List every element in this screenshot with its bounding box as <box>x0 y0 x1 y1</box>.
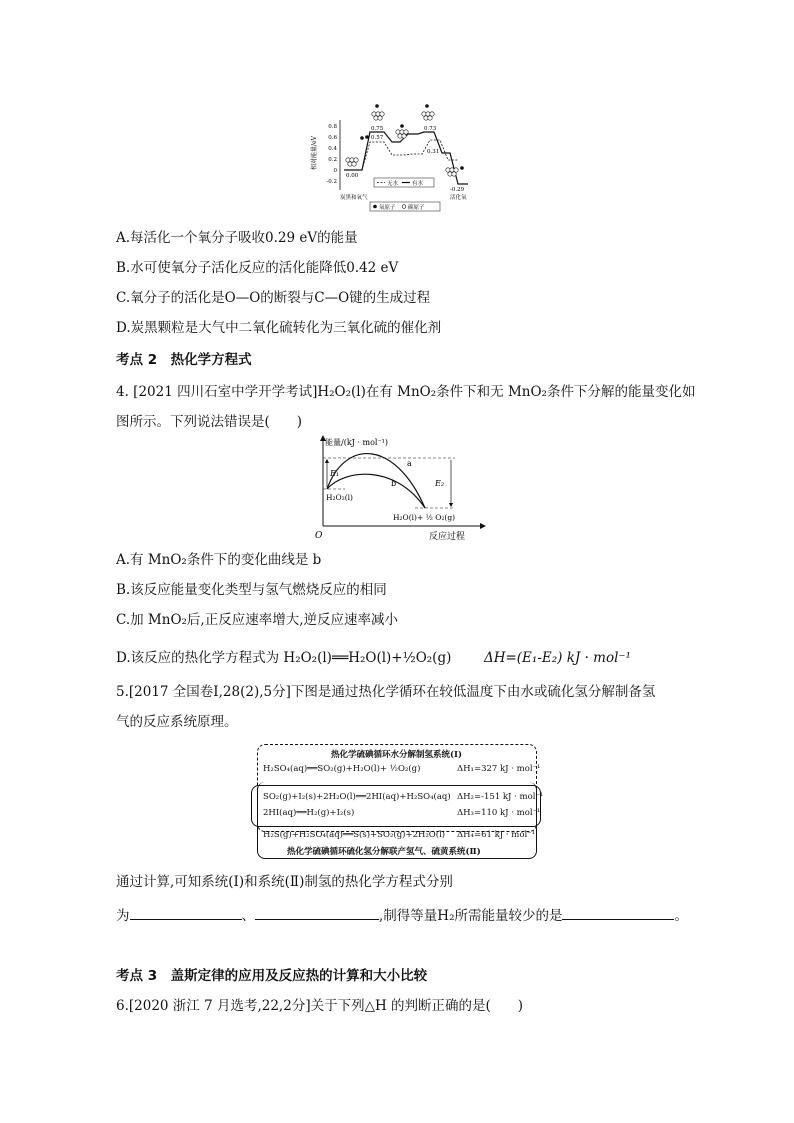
figure-sulfur-iodine-cycle <box>251 744 543 860</box>
q4-option-a: A.有 MnO₂条件下的变化曲线是 b <box>116 552 322 568</box>
q5-answer-line <box>116 905 688 925</box>
curve-a-label: a <box>407 459 412 468</box>
q3-option-c: C.氧分子的活化是O—O的断裂与C—O键的生成过程 <box>116 290 431 306</box>
answer-blank-less-energy[interactable] <box>562 905 674 920</box>
reaction-3: 2HI(aq)══H₂(g)+I₂(s) <box>263 808 355 818</box>
carbon-atom-icon <box>402 205 406 209</box>
q4-option-d-enthalpy: ΔH=(E₁-E₂) kJ · mol⁻¹ <box>483 650 631 666</box>
q4-stem-line2: 图所示。下列说法错误是( ) <box>116 414 303 430</box>
value-label: 0.57 <box>371 135 384 141</box>
e2-label: E₂ <box>435 479 445 488</box>
q3-option-d: D.炭黑颗粒是大气中二氧化硫转化为三氧化硫的催化剂 <box>116 320 442 336</box>
ytick: 0.8 <box>328 124 337 130</box>
enthalpy-1: ΔH₁=327 kJ · mol⁻¹ <box>457 764 541 774</box>
atom-legend-carbon: 碳原子 <box>408 205 425 211</box>
value-label: -0.29 <box>450 187 465 193</box>
q6-stem: 6.[2020 浙江 7 月选考,22,2分]关于下列△H 的判断正确的是( ) <box>116 998 524 1014</box>
q3-option-a: A.每活化一个氧分子吸收0.29 eV的能量 <box>116 230 358 246</box>
system-1-title: 热化学硫碘循环水分解制氢系统(Ⅰ) <box>331 750 463 760</box>
reaction-1: H₂SO₄(aq)══SO₂(g)+H₂O(l)+ ½O₂(g) <box>263 764 421 774</box>
x-axis-label: 反应过程 <box>429 532 466 542</box>
value-label: 0.75 <box>371 126 384 132</box>
x-label-right: 活化氧 <box>450 195 467 201</box>
y-axis-label: 能量/(kJ · mol⁻¹) <box>325 438 389 447</box>
q4-option-d-equation: D.该反应的热化学方程式为 H₂O₂(l)══H₂O(l)+½O₂(g) <box>116 650 452 666</box>
q4-option-b: B.该反应能量变化类型与氢气燃烧反应的相同 <box>116 582 387 598</box>
atom-legend-oxygen: 氧原子 <box>379 205 396 211</box>
path-water <box>362 140 458 170</box>
section-heading-2: 考点 2 热化学方程式 <box>116 352 252 368</box>
q5-text-compare: ,制得等量H₂所需能量较少的是 <box>379 908 563 924</box>
ytick: 0.6 <box>328 135 337 141</box>
e1-label: E₁ <box>330 469 340 478</box>
x-label-left: 炭黑和氧气 <box>340 195 368 201</box>
reaction-4: H₂S(g)+H₂SO₄(aq)══S(s)+SO₂(g)+2H₂O(l) <box>263 830 446 840</box>
figure-h2o2-energy <box>305 434 490 542</box>
legend-water: 有水 <box>412 181 424 187</box>
oxygen-atom-icon <box>373 205 377 209</box>
enthalpy-3: ΔH₃=110 kJ · mol⁻¹ <box>457 808 541 818</box>
answer-blank-system-2[interactable] <box>255 905 379 920</box>
ytick: 0.2 <box>328 157 337 163</box>
enthalpy-2: ΔH₂=-151 kJ · mol⁻¹ <box>457 792 544 802</box>
curve-b <box>327 474 425 508</box>
y-axis-label: 相对能量/eV <box>311 136 318 170</box>
ytick: 0 <box>333 168 337 174</box>
q5-text-wei: 为 <box>116 908 130 924</box>
value-label: 0.31 <box>427 149 440 155</box>
curve-b-label: b <box>391 479 397 488</box>
q4-stem-line1: 4. [2021 四川石室中学开学考试]H₂O₂(l)在有 MnO₂条件下和无 MnO₂条件下分解的能量变化如 <box>116 384 696 400</box>
origin-label: O <box>315 531 323 541</box>
h2o2-energy-diagram <box>305 434 490 542</box>
figure-oxygen-activation <box>300 98 500 218</box>
q4-option-d <box>116 649 631 667</box>
ytick: 0.4 <box>328 146 337 152</box>
reactant-label: H₂O₂(l) <box>326 493 353 502</box>
q4-option-c: C.加 MnO₂后,正反应速率增大,逆反应速率减小 <box>116 612 399 628</box>
enthalpy-4: ΔH₄=61 kJ · mol⁻¹ <box>457 830 536 840</box>
value-label: 0.00 <box>346 173 359 179</box>
q5-after-line1: 通过计算,可知系统(Ⅰ)和系统(Ⅱ)制氢的热化学方程式分别 <box>116 874 453 890</box>
section-heading-3: 考点 3 盖斯定律的应用及反应热的计算和大小比较 <box>116 968 428 984</box>
reaction-2: SO₂(g)+I₂(s)+2H₂O(l)══2HI(aq)+H₂SO₄(aq) <box>263 792 451 802</box>
legend-no-water: 无水 <box>387 181 399 187</box>
q5-text-separator: 、 <box>241 908 255 924</box>
q5-text-end: 。 <box>674 908 688 924</box>
product-label: H₂O(l)+ ½ O₂(g) <box>393 513 456 522</box>
answer-blank-system-1[interactable] <box>130 905 242 920</box>
ytick: -0.2 <box>326 179 337 185</box>
system-2-title: 热化学硫碘循环硫化氢分解联产氢气、硫黄系统(Ⅱ) <box>287 847 481 857</box>
q5-stem-line1: 5.[2017 全国卷Ⅰ,28(2),5分]下图是通过热化学循环在较低温度下由水或硫化氢分解制备氢 <box>116 684 656 700</box>
q3-option-b: B.水可使氧分子活化反应的活化能降低0.42 eV <box>116 260 399 276</box>
q5-stem-line2: 气的反应系统原理。 <box>116 714 238 730</box>
energy-profile-chart <box>300 98 500 218</box>
value-label: 0.73 <box>424 126 437 132</box>
